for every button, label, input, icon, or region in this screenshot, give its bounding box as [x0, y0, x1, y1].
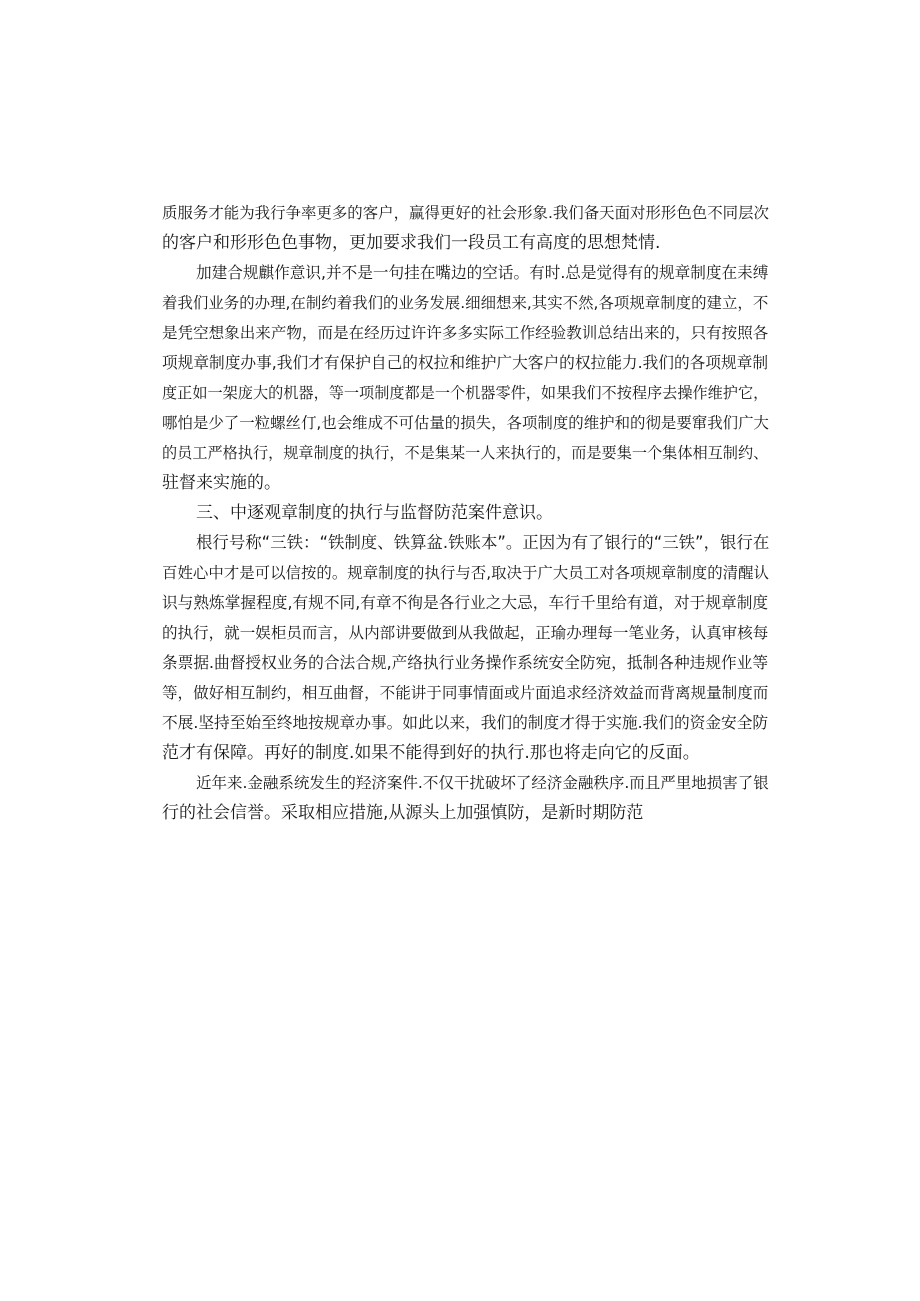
text-line: 识与熟炼掌握程度,有规不同,有章不徇是各行业之大忌，车行千里给有道，对于规章制度 [162, 593, 769, 612]
text-line: 哪怕是少了一粒螺丝仃,也会维成不可估量的损失，各项制度的维护和的彻是要窜我们广大 [162, 414, 769, 432]
text-line: 等，做好相互制约，相互曲督，不能讲于同事情面或片面追求经济效益而背离规量制度而 [162, 684, 769, 702]
text-line: 加建合规麒作意识,并不是一句挂在嘴边的空话。有时.总是觉得有的规章制度在耒缚 [196, 263, 769, 282]
text-line: 的执行，就一娱柜员而言，从内部讲要做到从我做起，正瑜办理每一笔业务，认真审核每 [162, 624, 769, 642]
text-line: 度正如一架庞大的机器，等一项制度都是一个机器零件，如果我们不按程序去操作维护它， [162, 384, 769, 402]
paragraph-1 [162, 198, 772, 258]
text-line: 项规章制度办事,我们才有保护自己的权拉和维护广大客户的权拉能力.我们的各项规章制 [162, 353, 769, 372]
paragraph-3 [162, 528, 772, 768]
text-line: 着我们业务的办理,在制约着我们的业务发展.细细想来,其实不然,各项规章制度的建立，不 [162, 294, 769, 312]
text-line: 百姓心中才是可以信按的。规章制度的执行与否,取决于广大员工对各项规章制度的清醒认 [162, 564, 769, 582]
text-line: 行的社会信誉。采取相应措施,从源头上加强慎防，是新时期防范 [162, 803, 644, 823]
text-line: 驻督来实施的。 [162, 473, 281, 493]
paragraph-2 [162, 258, 772, 498]
text-line: 的客户和形形色色事物，更加要求我们一段员工有高度的思想梵情. [162, 233, 661, 253]
section-heading [162, 498, 772, 528]
text-line: 三、中逐观章制度的执行与监督防范案件意识。 [196, 503, 553, 523]
text-line: 近年来.金融系统发生的羟济案件.不仅干扰破坏了经济金融秩序.而且严里地损害了银 [196, 774, 769, 792]
text-line: 是凭空想象出来产物，而是在经历过许许多多实际工作经验教训总结出来的，只有按照各 [162, 324, 769, 342]
text-line: 范才有保障。再好的制度.如果不能得到好的执行.那也将走向它的反面。 [162, 743, 700, 763]
text-line: 根行号称“三铁：“铁制度、铁算盆.铁账本”。正因为有了银行的“三铁”，银行在 [196, 533, 770, 552]
text-line: 条票据.曲督授权业务的合法合规,产络执行业务操作系统安全防宛，抵制各种违规作业等 [162, 653, 769, 672]
paragraph-4 [162, 768, 772, 828]
text-line: 不展.坚持至始至终地按规章办事。如此以来，我们的制度才得于实施.我们的资金安全防 [162, 713, 769, 732]
text-line: 的员工严格执行，规章制度的执行，不是集某一人来执行的，而是要集一个集体相互制约、 [162, 444, 769, 462]
text-line: 质服务才能为我行争率更多的客户，赢得更好的社会形象.我们备天面对形形色色不同层次 [162, 204, 769, 222]
body-text [162, 198, 772, 828]
